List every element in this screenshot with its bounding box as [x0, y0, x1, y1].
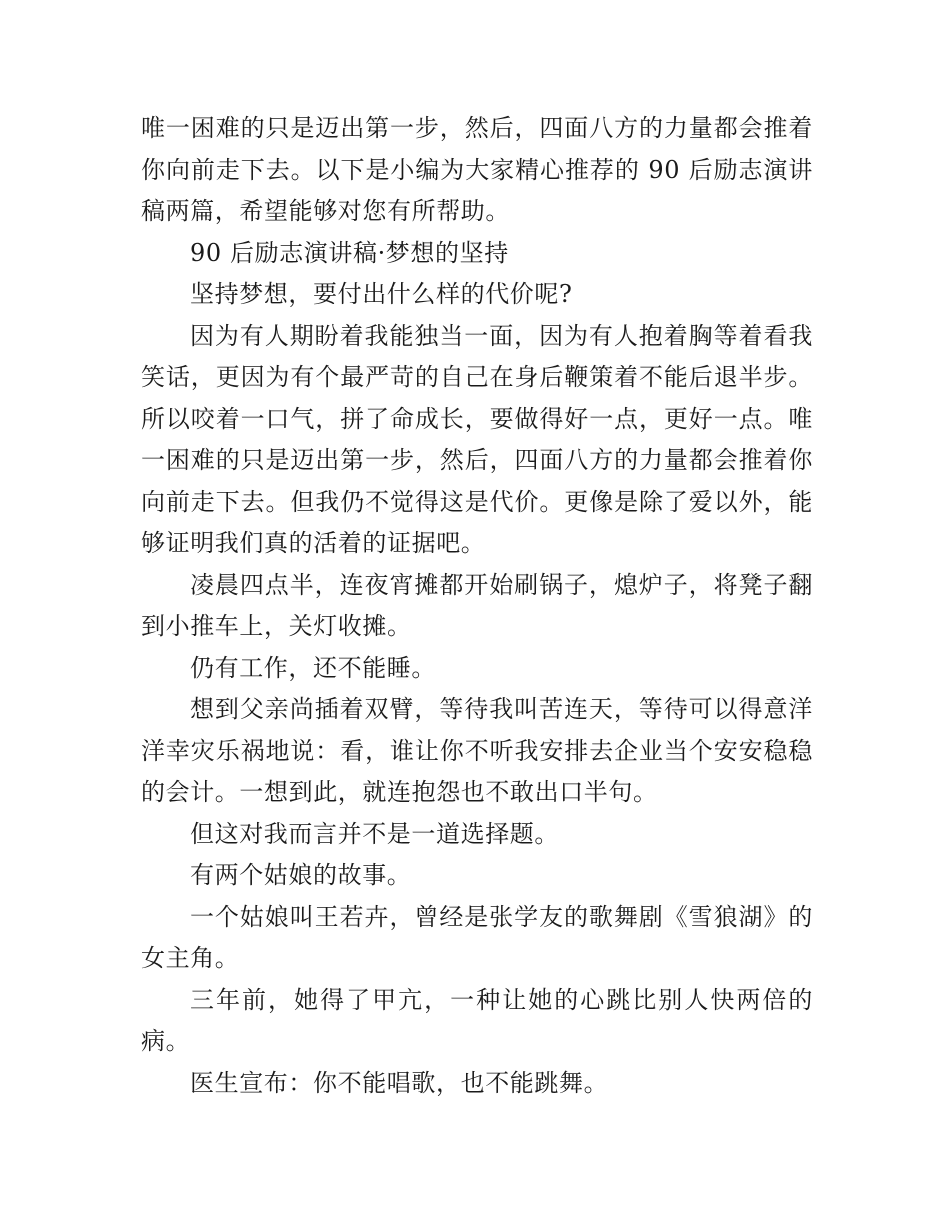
- paragraph: 一个姑娘叫王若卉，曾经是张学友的歌舞剧《雪狼湖》的女主角。: [141, 902, 813, 972]
- paragraph: 三年前，她得了甲亢，一种让她的心跳比别人快两倍的病。: [141, 985, 813, 1055]
- paragraph: 因为有人期盼着我能独当一面，因为有人抱着胸等着看我笑话，更因为有个最严苛的自己在身后鞭策着不能后退半步。所以咬着一口气，拼了命成长，要做得好一点，更好一点。唯一困难的只是迈出第一步，然后，四面八方的力量都会推着你向前走下去。但我仍不觉得这是代价。更像是除了爱以外，能够证明我们真的活着的证据吧。: [141, 321, 813, 557]
- paragraph: 医生宣布：你不能唱歌，也不能跳舞。: [190, 1068, 609, 1097]
- paragraph: 凌晨四点半，连夜宵摊都开始刷锅子，熄炉子，将凳子翻到小推车上，关灯收摊。: [141, 570, 813, 640]
- paragraph: 但这对我而言并不是一道选择题。: [190, 819, 559, 848]
- paragraph-intro: 唯一困难的只是迈出第一步，然后，四面八方的力量都会推着你向前走下去。以下是小编为大家精心推荐的 90 后励志演讲稿两篇，希望能够对您有所帮助。: [141, 114, 813, 225]
- paragraph: 有两个姑娘的故事。: [190, 861, 412, 889]
- document-body: [141, 108, 813, 1104]
- paragraph: 想到父亲尚插着双臂，等待我叫苦连天，等待可以得意洋洋幸灾乐祸地说：看，谁让你不听我安排去企业当个安安稳稳的会计。一想到此，就连抱怨也不敢出口半句。: [141, 695, 813, 806]
- paragraph: 仍有工作，还不能睡。: [190, 653, 436, 682]
- paragraph-heading: 90 后励志演讲稿·梦想的坚持: [190, 238, 509, 267]
- paragraph: 坚持梦想，要付出什么样的代价呢?: [190, 280, 573, 308]
